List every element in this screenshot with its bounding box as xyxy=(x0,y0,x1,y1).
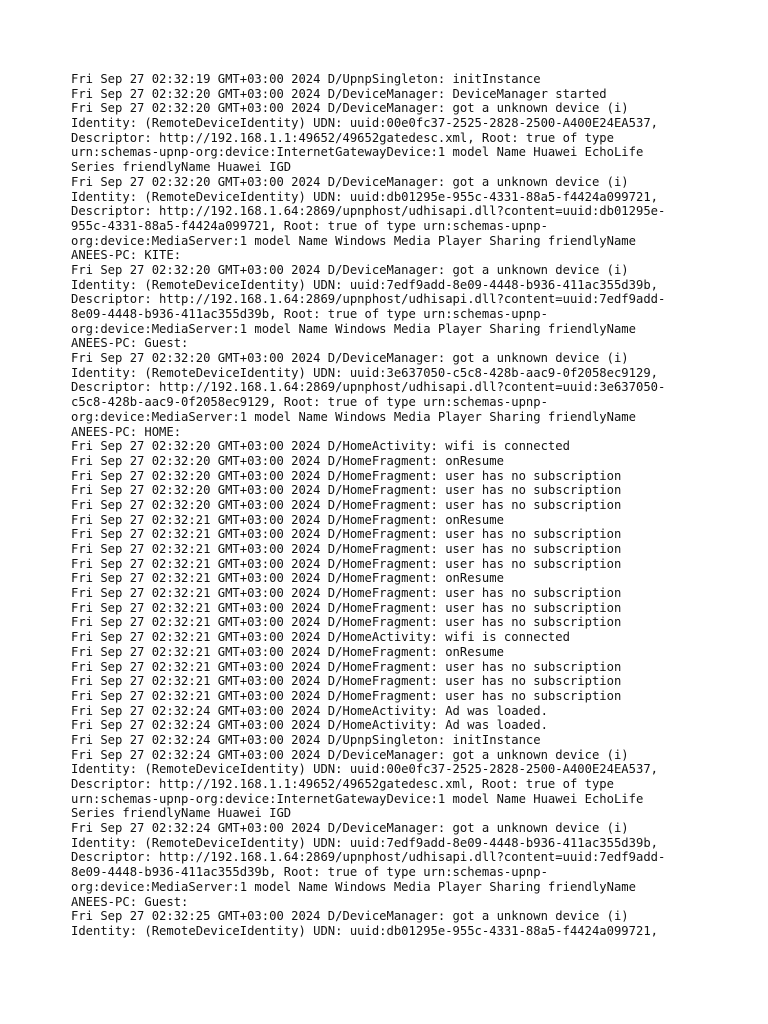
log-line: Identity: (RemoteDeviceIdentity) UDN: uuid:db01295e-955c-4331-88a5-f4424a099721, xyxy=(71,923,658,938)
log-line: org:device:MediaServer:1 model Name Windows Media Player Sharing friendlyName xyxy=(71,321,636,336)
log-line: Fri Sep 27 02:32:21 GMT+03:00 2024 D/HomeFragment: onResume xyxy=(71,644,504,659)
log-line: Fri Sep 27 02:32:20 GMT+03:00 2024 D/HomeFragment: user has no subscription xyxy=(71,468,622,483)
log-line: Fri Sep 27 02:32:20 GMT+03:00 2024 D/HomeFragment: user has no subscription xyxy=(71,497,622,512)
log-line: Fri Sep 27 02:32:20 GMT+03:00 2024 D/DeviceManager: got a unknown device (i) xyxy=(71,351,629,366)
log-line: Fri Sep 27 02:32:20 GMT+03:00 2024 D/DeviceManager: got a unknown device (i) xyxy=(71,101,629,116)
log-line: Identity: (RemoteDeviceIdentity) UDN: uuid:00e0fc37-2525-2828-2500-A400E24EA537, xyxy=(71,762,658,777)
log-line: Fri Sep 27 02:32:25 GMT+03:00 2024 D/DeviceManager: got a unknown device (i) xyxy=(71,909,629,924)
log-line: Fri Sep 27 02:32:24 GMT+03:00 2024 D/HomeActivity: Ad was loaded. xyxy=(71,718,548,733)
log-line: Fri Sep 27 02:32:21 GMT+03:00 2024 D/HomeFragment: user has no subscription xyxy=(71,615,622,630)
log-line: 8e09-4448-b936-411ac355d39b, Root: true of type urn:schemas-upnp- xyxy=(71,865,548,880)
log-line: Identity: (RemoteDeviceIdentity) UDN: uuid:3e637050-c5c8-428b-aac9-0f2058ec9129, xyxy=(71,365,658,380)
log-line: Fri Sep 27 02:32:19 GMT+03:00 2024 D/UpnpSingleton: initInstance xyxy=(71,72,541,86)
log-line: Fri Sep 27 02:32:20 GMT+03:00 2024 D/HomeFragment: user has no subscription xyxy=(71,483,622,498)
log-line: ANEES-PC: HOME: xyxy=(71,424,182,439)
log-line: Descriptor: http://192.168.1.64:2869/upnphost/udhisapi.dll?content=uuid:7edf9add- xyxy=(71,850,666,865)
log-line: Fri Sep 27 02:32:24 GMT+03:00 2024 D/DeviceManager: got a unknown device (i) xyxy=(71,821,629,836)
log-line: Fri Sep 27 02:32:24 GMT+03:00 2024 D/DeviceManager: got a unknown device (i) xyxy=(71,747,629,762)
log-line: Fri Sep 27 02:32:20 GMT+03:00 2024 D/HomeActivity: wifi is connected xyxy=(71,439,570,454)
log-line: 8e09-4448-b936-411ac355d39b, Root: true of type urn:schemas-upnp- xyxy=(71,307,548,321)
log-line: Descriptor: http://192.168.1.1:49652/49652gatedesc.xml, Root: true of type xyxy=(71,777,614,791)
log-line: Fri Sep 27 02:32:21 GMT+03:00 2024 D/HomeFragment: user has no subscription xyxy=(71,556,622,571)
log-line: Identity: (RemoteDeviceIdentity) UDN: uuid:00e0fc37-2525-2828-2500-A400E24EA537, xyxy=(71,116,658,131)
log-line: Fri Sep 27 02:32:20 GMT+03:00 2024 D/HomeFragment: onResume xyxy=(71,453,504,468)
log-line: Descriptor: http://192.168.1.1:49652/49652gatedesc.xml, Root: true of type xyxy=(71,130,614,145)
log-line: Identity: (RemoteDeviceIdentity) UDN: uuid:db01295e-955c-4331-88a5-f4424a099721, xyxy=(71,189,658,204)
log-line: ANEES-PC: Guest: xyxy=(71,336,189,351)
log-line: Fri Sep 27 02:32:21 GMT+03:00 2024 D/HomeFragment: onResume xyxy=(71,512,504,527)
log-line: org:device:MediaServer:1 model Name Windows Media Player Sharing friendlyName xyxy=(71,233,636,248)
log-line: Fri Sep 27 02:32:20 GMT+03:00 2024 D/DeviceManager: got a unknown device (i) xyxy=(71,174,629,189)
log-line: urn:schemas-upnp-org:device:InternetGatewayDevice:1 model Name Huawei EchoLife xyxy=(71,145,644,160)
log-text-block xyxy=(71,72,711,939)
log-line: c5c8-428b-aac9-0f2058ec9129, Root: true of type urn:schemas-upnp- xyxy=(71,395,548,410)
log-line: Descriptor: http://192.168.1.64:2869/upnphost/udhisapi.dll?content=uuid:7edf9add- xyxy=(71,292,666,307)
log-line: org:device:MediaServer:1 model Name Windows Media Player Sharing friendlyName xyxy=(71,879,636,894)
log-line: org:device:MediaServer:1 model Name Windows Media Player Sharing friendlyName xyxy=(71,409,636,424)
log-line: ANEES-PC: KITE: xyxy=(71,248,182,263)
log-line: urn:schemas-upnp-org:device:InternetGatewayDevice:1 model Name Huawei EchoLife xyxy=(71,791,644,806)
log-line: Descriptor: http://192.168.1.64:2869/upnphost/udhisapi.dll?content=uuid:3e637050- xyxy=(71,380,666,395)
log-line: Series friendlyName Huawei IGD xyxy=(71,806,292,821)
log-line: Fri Sep 27 02:32:20 GMT+03:00 2024 D/DeviceManager: got a unknown device (i) xyxy=(71,262,629,277)
log-line: Fri Sep 27 02:32:21 GMT+03:00 2024 D/HomeFragment: user has no subscription xyxy=(71,527,622,542)
log-line: Fri Sep 27 02:32:21 GMT+03:00 2024 D/HomeFragment: user has no subscription xyxy=(71,674,622,689)
log-line: Fri Sep 27 02:32:20 GMT+03:00 2024 D/DeviceManager: DeviceManager started xyxy=(71,86,607,101)
log-line: Fri Sep 27 02:32:21 GMT+03:00 2024 D/HomeFragment: user has no subscription xyxy=(71,586,622,601)
log-line: Fri Sep 27 02:32:21 GMT+03:00 2024 D/HomeActivity: wifi is connected xyxy=(71,630,570,645)
log-line: Identity: (RemoteDeviceIdentity) UDN: uuid:7edf9add-8e09-4448-b936-411ac355d39b, xyxy=(71,835,658,850)
log-line: Fri Sep 27 02:32:24 GMT+03:00 2024 D/UpnpSingleton: initInstance xyxy=(71,732,541,747)
log-line: Identity: (RemoteDeviceIdentity) UDN: uuid:7edf9add-8e09-4448-b936-411ac355d39b, xyxy=(71,277,658,292)
log-line: Fri Sep 27 02:32:21 GMT+03:00 2024 D/HomeFragment: onResume xyxy=(71,571,504,586)
log-line: Series friendlyName Huawei IGD xyxy=(71,160,292,175)
log-line: Fri Sep 27 02:32:21 GMT+03:00 2024 D/HomeFragment: user has no subscription xyxy=(71,542,622,556)
log-line: Descriptor: http://192.168.1.64:2869/upnphost/udhisapi.dll?content=uuid:db01295e- xyxy=(71,204,666,219)
log-line: Fri Sep 27 02:32:21 GMT+03:00 2024 D/HomeFragment: user has no subscription xyxy=(71,688,622,703)
log-line: Fri Sep 27 02:32:21 GMT+03:00 2024 D/HomeFragment: user has no subscription xyxy=(71,659,622,674)
log-line: Fri Sep 27 02:32:21 GMT+03:00 2024 D/HomeFragment: user has no subscription xyxy=(71,600,622,615)
log-line: Fri Sep 27 02:32:24 GMT+03:00 2024 D/HomeActivity: Ad was loaded. xyxy=(71,703,548,718)
log-line: 955c-4331-88a5-f4424a099721, Root: true of type urn:schemas-upnp- xyxy=(71,218,548,233)
log-line: ANEES-PC: Guest: xyxy=(71,894,189,909)
